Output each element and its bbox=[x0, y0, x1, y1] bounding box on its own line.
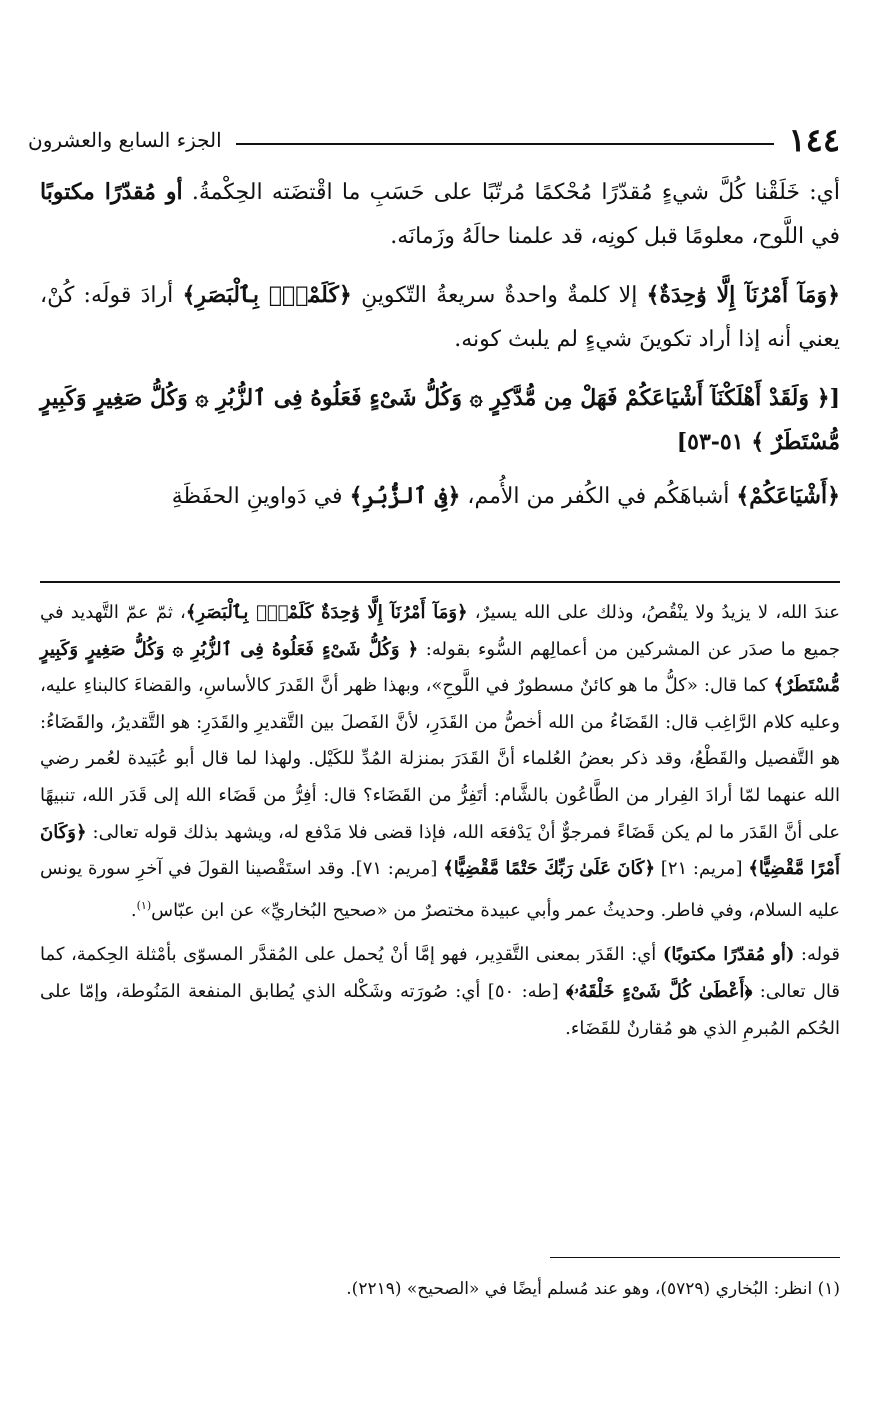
text-span: . bbox=[130, 899, 137, 921]
quran-verse: ﴿ وَكُلُّ شَىْءٍ فَعَلُوهُ فِى ٱلزُّبُرِ ۞ وَكُلُّ صَغِيرٍ وَكَبِيرٍ مُّسْتَطَرٌ﴾ bbox=[40, 638, 840, 697]
quran-verse: ﴿أَعْطَىٰ كُلَّ شَىْءٍ خَلْقَهُۥ﴾ bbox=[566, 980, 753, 1002]
commentary-paragraph-1 bbox=[40, 595, 840, 929]
main-paragraph-2 bbox=[40, 273, 840, 362]
text-span: قوله: bbox=[794, 944, 840, 966]
text-span: في اللَّوح، معلومًا قبل كونِه، قد علمنا حالَهُ وزَمانَه. bbox=[390, 224, 840, 249]
quran-verse: ﴿وَمَآ أَمْرُنَآ إِلَّا وَٰحِدَةٌ﴾ bbox=[646, 282, 840, 308]
text-span: أشباهَكُم في الكُفر من الأُمم، bbox=[460, 484, 737, 509]
bold-phrase: (أو مُقدّرًا مكتوبًا) bbox=[662, 944, 795, 966]
section-divider bbox=[40, 581, 840, 583]
page-number: ١٤٤ bbox=[788, 121, 840, 159]
quran-verse: ﴿كَلَمْحٍۭ بِٱلْبَصَرِ﴾ bbox=[182, 282, 352, 308]
footnote-ref[interactable]: (١) bbox=[136, 898, 152, 912]
quran-verse: ﴿وَكَانَ أَمْرًا مَّقْضِيًّا﴾ bbox=[40, 821, 841, 880]
footnote-1: (١) انظر: البُخاري (٥٧٢٩)، وهو عند مُسلم أيضًا في «الصحيح» (٢٢١٩). bbox=[346, 1279, 840, 1299]
text-span: إلا كلمةٌ واحدةٌ سريعةُ التّكوينِ bbox=[351, 283, 647, 308]
main-text bbox=[40, 170, 840, 533]
text-span: كما قال: «كلُّ ما هو كائنٌ مسطورٌ في اللَّوحِ»، وبهذا ظهر أنَّ القَدرَ كالأساسِ، والقضاءَ كالبناءِ عليه، وعليه كلام الرَّاغِب قال: القَضَاءُ من الله أخصُّ من القَدَرِ، لأنَّ الفَصلَ بين التَّقديرِ والقَدَرِ: هو التَّقديرُ، والقَضَاءُ: هو التَّفصيل والقَطْعُ، وقد ذكر بعضُ العُلماء أنَّ القَدَرَ بمنزلة المُدِّ للكَيْل. ولهذا لما قال أبو عُبَيدة لعُمر رضي الله عنهما لمّا أرادَ الفِرار من الطَّاعُون بالشَّام: أتَفِرُّ من القَضَاء؟ قال: أفِرُّ من قَضَاء الله إلى قَدَر الله، تنبيهًا على أنَّ القَدَر ما لم يكن قَضَاءً فمرجوٌّ أنْ يَدْفعَه الله، فإذا قضى فلا مَدْفع له، ويشهد بذلك قوله تعالى: bbox=[40, 675, 840, 843]
main-paragraph-1 bbox=[40, 170, 840, 259]
header-rule bbox=[236, 143, 775, 145]
verse-block: [﴿ وَلَقَدْ أَهْلَكْنَآ أَشْيَاعَكُمْ فَهَلْ مِن مُّدَّكِرٍ ۞ وَكُلُّ شَىْءٍ فَعَلُوهُ فِى ٱلزُّبُرِ ۞ وَكُلُّ صَغِيرٍ وَكَبِيرٍ مُّسْتَطَرٌ ﴾ ٥١-٥٣] bbox=[40, 385, 840, 455]
footnotes bbox=[40, 1272, 840, 1306]
text-span: ، ثمّ عمّ التَّهديد في جميع ما صدَر عن المشركين من أعمالِهم السُّوء بقوله: bbox=[40, 602, 840, 660]
text-span: في دَواوينِ الحفَظَةِ bbox=[171, 484, 350, 509]
text-span: [مريم: ٢١] bbox=[655, 858, 749, 880]
commentary-text bbox=[40, 595, 840, 1055]
quran-verse: ﴿فِى ٱلزُّبُرِ﴾ bbox=[349, 483, 461, 509]
quran-verse: ﴿أَشْيَاعَكُمْ﴾ bbox=[736, 483, 840, 509]
page-header bbox=[28, 118, 840, 162]
text-span: أي: القَدَر بمعنى التَّقدِير، فهو إمَّا أنْ يُحمل على المُقدَّر المسوّى بأمْثلة الحِكمة، كما قال تعالى: bbox=[40, 944, 840, 1002]
quran-verse: ﴿كَانَ عَلَىٰ رَبِّكَ حَتْمًا مَّقْضِيًّا﴾ bbox=[443, 858, 656, 880]
bold-phrase: أو مُقدّرًا مكتوبًا bbox=[40, 179, 183, 205]
main-paragraph-3 bbox=[40, 474, 840, 519]
quran-verse: ﴿وَمَآ أَمْرُنَآ إِلَّا وَٰحِدَةٌ كَلَمْحٍۭ بِٱلْبَصَرِ﴾ bbox=[185, 602, 468, 623]
running-title: الجزء السابع والعشرون bbox=[28, 128, 222, 152]
text-span: [طه: ٥٠] أي: صُورَته وشَكْله الذي يُطابق المنفعة المَنُوطة، وإمّا على الحُكم المُبرمِ الذي هو مُقارنٌ للقَضَاء. bbox=[40, 980, 840, 1039]
text-span: عندَ الله، لا يزيدُ ولا ينْقُصُ، وذلك على الله يسيرٌ، bbox=[467, 602, 840, 623]
text-span: أي: خَلَقْنا كُلَّ شيءٍ مُقدّرًا مُحْكمًا مُرتّبًا على حَسَبِ ما اقْتضَته الحِكْمةُ. bbox=[182, 180, 841, 205]
commentary-paragraph-2 bbox=[40, 937, 840, 1047]
footnote-divider bbox=[550, 1257, 840, 1258]
text-span: [مريم: ٧١]. وقد استَقْصينا القولَ في آخرِ سورة يونس عليه السلام، وفي فاطر. وحديثُ عمر وأبي عبيدة مختصرٌ من «صحيح البُخاريِّ» عن ابن عبّاس bbox=[40, 858, 840, 921]
text-span: أرادَ قولَه: كُنْ، يعني أنه إذا أراد تكوينَ شيءٍ لم يلبث كونه. bbox=[40, 283, 840, 352]
